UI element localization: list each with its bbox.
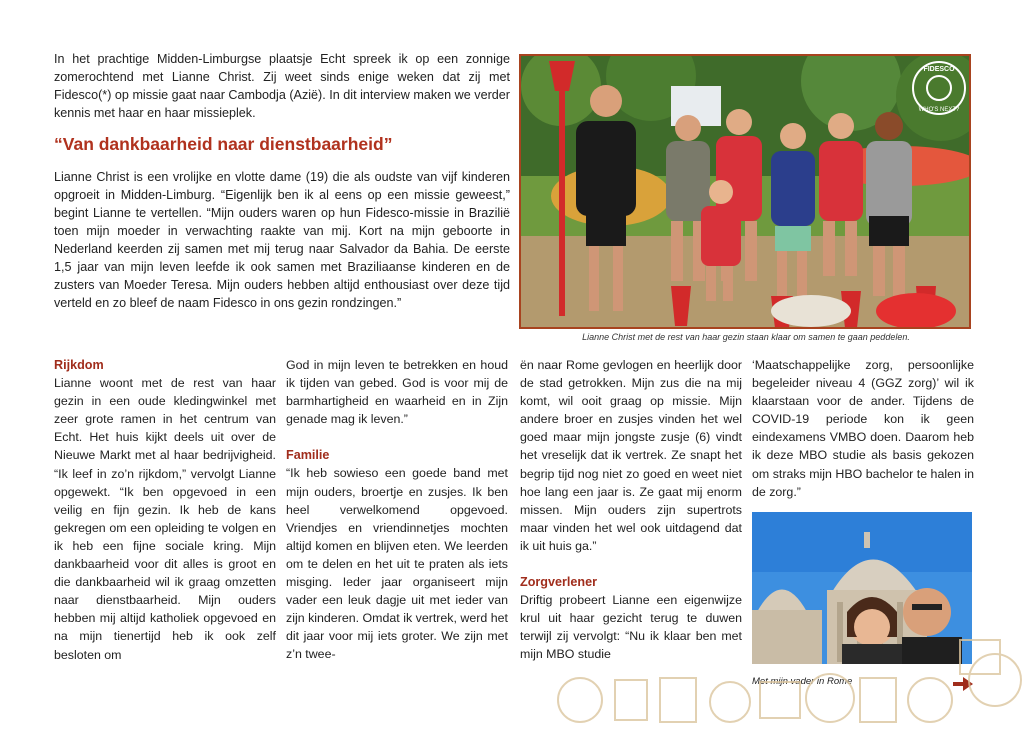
heading-zorgverlener: Zorgverlener (520, 575, 597, 590)
rome-photo-caption: Met mijn vader in Rome (752, 676, 853, 687)
fidesco-logo-text: FIDESCO (923, 66, 955, 73)
family-photo-caption: Lianne Christ met de rest van haar gezin staan klaar om samen te gaan peddelen. (582, 332, 910, 342)
column-2-text-2: “Ik heb sowieso een goede band met mijn ouders, broertje en zusjes. Ik ben heel verwelkomend opgevoed. Vriendjes en vriendinnetjes mochten altijd komen en blijven eten. We leerden om te delen en het uit te praten als iets misging. Ieder jaar organiseert mijn vader een leuk dagje uit met ieder van zijn kinderen. Omdat ik vertrek, werd het dit jaar voor mij iets groter. We zijn met z’n twee- (286, 466, 508, 662)
column-4-text: ‘Maatschappelijke zorg, persoonlijke begeleider niveau 4 (GGZ zorg)’ wil ik klaarstaan voor de ander. Tijdens de COVID-19 periode kon ik geen eindexamens VMBO doen. Daarom heb ik deze MBO studie als basis gekozen om straks mijn HBO bachelor te halen in de zorg.” (752, 358, 974, 499)
rome-photo-illustration (752, 512, 972, 664)
rome-photo (752, 512, 972, 664)
column-2 (286, 356, 508, 664)
fidesco-logo-subtext: WHO'S NEXT? (918, 107, 960, 113)
column-1 (54, 356, 276, 664)
family-photo (519, 54, 971, 329)
column-4 (752, 356, 974, 501)
column-3 (520, 356, 742, 664)
family-photo-illustration (521, 56, 971, 329)
heading-familie: Familie (286, 448, 330, 463)
column-3-text-1: ën naar Rome gevlogen en heerlijk door de stad getrokken. Mijn zus die na mij komt, wil ooit graag op missie. Mijn andere broer en zusjes vinden het wel goed maar mijn jongste zusje (6) vindt het vreselijk dat ik vertrek. Ze snapt het begrip tijd nog niet zo goed en weet niet hoe lang een jaar is. Ze gaat mij enorm missen. Mijn ouders zijn supertrots maar vinden het wel ook uitdagend dat ik uit huis ga.” (520, 358, 742, 553)
article-headline: “Van dankbaarheid naar dienstbaarheid” (54, 134, 393, 154)
heading-rijkdom: Rijkdom (54, 358, 104, 372)
intro-paragraph: In het prachtige Midden-Limburgse plaatsje Echt spreek ik op een zonnige zomerochtend met Lianne Christ. Zij weet sinds enige weken dat zij met Fidesco(*) op missie gaat naar Cambodja (Azië). In dit interview maken we verder kennis met haar en haar missieplek. (54, 52, 510, 120)
column-2-text-1: God in mijn leven te betrekken en houd ik tijden van gebed. God is voor mij de barmhartigheid en waarheid en in Zijn genade mag ik leven.” (286, 358, 508, 427)
arrow-right-icon[interactable] (953, 677, 973, 691)
lead-paragraph: Lianne Christ is een vrolijke en vlotte dame (19) die als oudste van vijf kinderen opgroeit in Midden-Limburg. “Eigenlijk ben ik al eens op een missie geweest,” begint Lianne te vertellen. “Mijn ouders waren op hun Fidesco-missie in Brazilië toen mijn moeder in verwachting raakte van mij. Kort na mijn geboorte in Nederland keerden zij samen met mij terug naar Salvador da Bahia. De eerste 1,5 jaar van mijn leven leefde ik ook samen met Braziliaanse kinderen en de zusters van Moeder Teresa. Mijn ouders hebben altijd enthousiast over deze tijd verteld en zo bleef de naam Fidesco in ons gezin rondzingen.” (54, 170, 510, 310)
column-1-text: Lianne woont met de rest van haar gezin in een oude kledingwinkel met zeer grote ramen in het centrum van Echt. Het huis kijkt deels uit over de Nieuwe Markt met al haar bedrijvigheid. “Ik leef in zo’n rijkdom,” vervolgt Lianne opgewekt. “Ik ben opgevoed in een veilig en fijn gezin. Ik heb de kans gekregen om een opleiding te volgen en ik heb een fijne sociale kring. Mijn dankbaarheid voor dit alles is groot en die dankbaarheid wil ik graag omzetten naar dienstbaarheid. Mijn ouders hebben mij altijd katholiek opgevoed en na mijn tienertijd heb ik ook zelf besloten om (54, 376, 276, 662)
column-3-text-2: Driftig probeert Lianne een eigenwijze krul uit haar gezicht terug te duwen terwijl zij vervolgt: “Nu ik klaar ben met mijn MBO studie (520, 593, 742, 662)
